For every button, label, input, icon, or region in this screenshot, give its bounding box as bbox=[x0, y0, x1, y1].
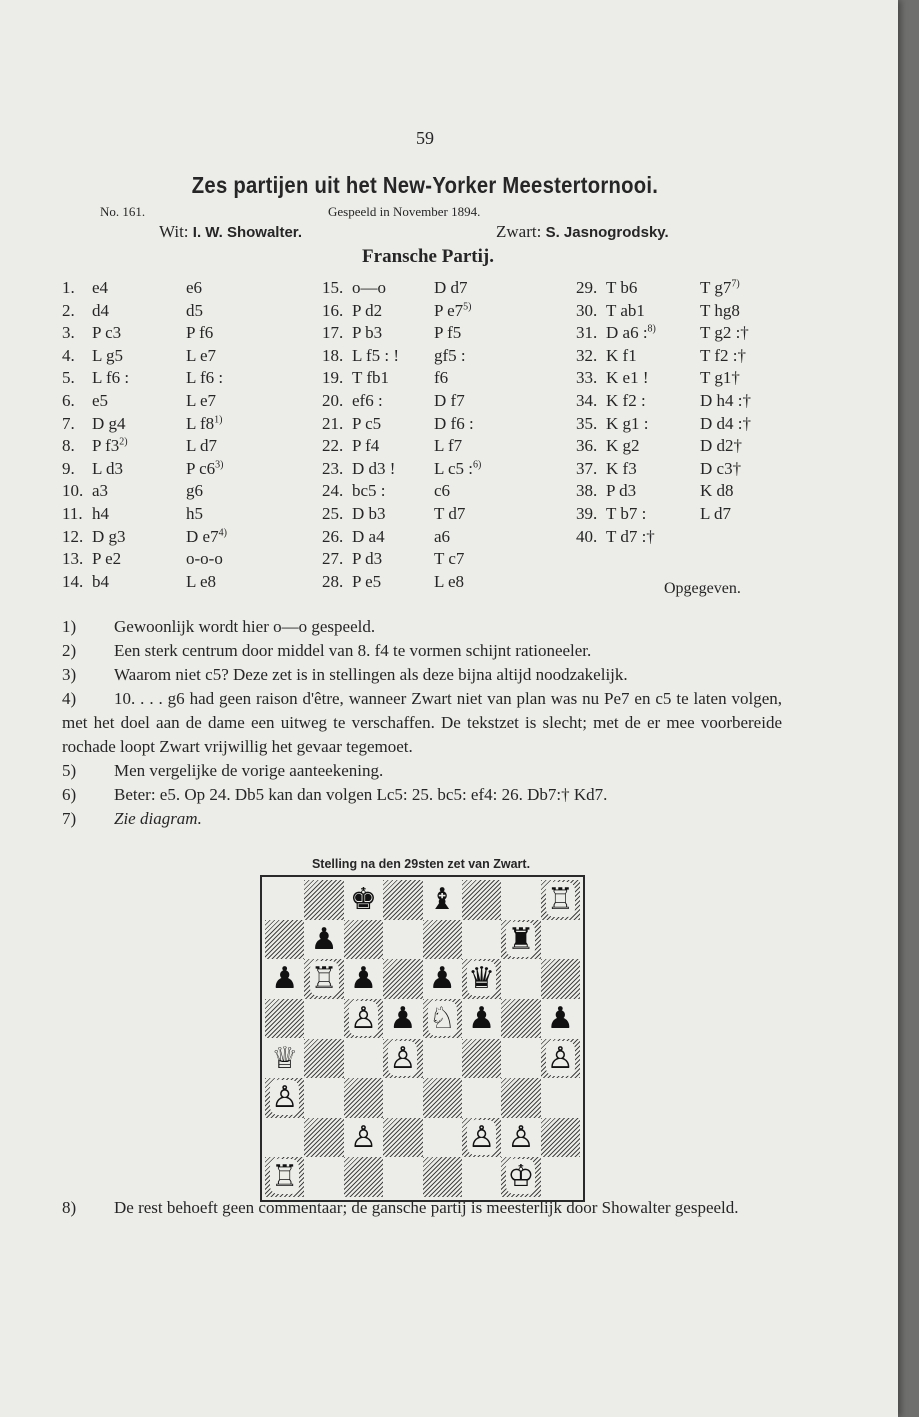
move-number: 14. bbox=[62, 571, 84, 591]
dark-square bbox=[423, 1078, 462, 1118]
black-pawn-icon bbox=[462, 999, 501, 1039]
move-number: 40. bbox=[576, 526, 598, 546]
annotation-note bbox=[62, 807, 782, 831]
black-move: T g7$^{7)}$ bbox=[700, 278, 740, 297]
piece-glyph: ♟ bbox=[389, 1000, 417, 1036]
white-rook-icon bbox=[265, 1157, 304, 1197]
piece-glyph: ♟ bbox=[310, 921, 338, 957]
black-move: D d4 :† bbox=[700, 413, 751, 433]
black-player: S. Jasnogrodsky. bbox=[545, 224, 669, 241]
black-move: e6 bbox=[186, 278, 203, 297]
note-text: Zie diagram. bbox=[114, 809, 202, 828]
note-text: Waarom niet c5? Deze zet is in stellingen als deze bijna altijd noodzakelijk. bbox=[114, 665, 628, 684]
piece-glyph: ♟ bbox=[271, 961, 299, 997]
note-marker: 5) bbox=[62, 761, 77, 780]
annotation-note bbox=[62, 615, 782, 639]
white-move: D g3 bbox=[92, 526, 126, 546]
black-move: T g1† bbox=[700, 368, 740, 388]
chess-diagram bbox=[260, 875, 585, 1202]
black-pawn-icon bbox=[265, 959, 304, 999]
white-pawn-icon bbox=[541, 1039, 580, 1079]
black-move: D h4 :† bbox=[700, 391, 751, 410]
black-move: K d8 bbox=[700, 481, 734, 501]
light-square bbox=[344, 1039, 383, 1079]
black-move: D f7 bbox=[434, 391, 465, 410]
annotation-note bbox=[62, 687, 782, 759]
piece-glyph: ♙ bbox=[349, 1000, 377, 1036]
move-number: 12. bbox=[62, 526, 84, 546]
black-rook-icon bbox=[501, 920, 540, 960]
black-move: D c3† bbox=[700, 458, 742, 478]
black-move: f6 bbox=[434, 368, 449, 388]
black-move: L e8 bbox=[434, 571, 465, 591]
piece-glyph: ♜ bbox=[507, 921, 535, 957]
white-move: K g2 bbox=[606, 436, 640, 456]
light-square bbox=[423, 1118, 462, 1158]
note-reference: 8) bbox=[647, 323, 656, 335]
white-pawn-icon bbox=[344, 1118, 383, 1158]
move-number: 22. bbox=[322, 436, 344, 456]
black-move: c6 bbox=[434, 481, 451, 501]
white-move: P d3 bbox=[606, 481, 637, 501]
white-knight-icon bbox=[423, 999, 462, 1039]
dark-square bbox=[383, 1118, 422, 1158]
light-square bbox=[462, 1157, 501, 1197]
dark-square bbox=[462, 880, 501, 920]
white-label: Wit: bbox=[159, 222, 189, 241]
move-number: 3. bbox=[62, 323, 75, 343]
move-number: 11. bbox=[62, 504, 83, 523]
white-move: a3 bbox=[92, 481, 109, 501]
white-move: T d7 :† bbox=[606, 526, 655, 546]
diagram-caption: Stelling na den 29sten zet van Zwart. bbox=[311, 857, 531, 871]
note-marker: 1) bbox=[62, 617, 77, 636]
piece-glyph: ♟ bbox=[349, 961, 377, 997]
dark-square bbox=[265, 920, 304, 960]
white-pawn-icon bbox=[265, 1078, 304, 1118]
white-move: o—o bbox=[352, 278, 386, 297]
annotation-note bbox=[62, 759, 782, 783]
white-move: L g5 bbox=[92, 345, 124, 365]
dark-square bbox=[423, 1157, 462, 1197]
piece-glyph: ♙ bbox=[468, 1119, 496, 1155]
dark-square bbox=[344, 1157, 383, 1197]
dark-square bbox=[462, 1039, 501, 1079]
annotation-note bbox=[62, 639, 782, 663]
black-move: T d7 bbox=[434, 504, 466, 523]
light-square bbox=[304, 1078, 343, 1118]
note-marker: 6) bbox=[62, 785, 77, 804]
note-reference: 3) bbox=[215, 459, 224, 471]
move-number: 35. bbox=[576, 413, 598, 433]
piece-glyph: ♙ bbox=[349, 1119, 377, 1155]
black-move: T c7 bbox=[434, 549, 465, 569]
white-move: P e2 bbox=[92, 549, 122, 569]
note-text: Een sterk centrum door middel van 8. f4 te vormen schijnt rationeeler. bbox=[114, 641, 592, 660]
black-move: g6 bbox=[186, 481, 203, 501]
black-move: L f7 bbox=[434, 436, 463, 456]
players-line bbox=[159, 222, 669, 242]
black-move: P f5 bbox=[434, 323, 462, 343]
white-move: L f5 : ! bbox=[352, 345, 400, 365]
white-move: L f6 : bbox=[92, 368, 130, 388]
note-text: Beter: e5. Op 24. Db5 kan dan volgen Lc5: 25. bc5: ef4: 26. Db7:† Kd7. bbox=[114, 785, 608, 804]
white-move: d4 bbox=[92, 300, 109, 320]
note-reference: 6) bbox=[473, 459, 482, 471]
note-marker: 3) bbox=[62, 665, 77, 684]
black-move: D d7 bbox=[434, 278, 468, 297]
white-move: T fb1 bbox=[352, 368, 389, 388]
light-square bbox=[304, 1157, 343, 1197]
white-move: T ab1 bbox=[606, 300, 645, 320]
black-move: P e7$^{5)}$ bbox=[434, 300, 472, 320]
white-move: ef6 : bbox=[352, 391, 383, 410]
black-king-icon bbox=[344, 880, 383, 920]
black-move: D e7$^{4)}$ bbox=[186, 526, 227, 546]
move-number: 24. bbox=[322, 481, 344, 501]
light-square bbox=[265, 880, 304, 920]
white-move: D a4 bbox=[352, 526, 385, 546]
white-move: P d3 bbox=[352, 549, 383, 569]
piece-glyph: ♖ bbox=[271, 1159, 299, 1195]
white-pawn-icon bbox=[344, 999, 383, 1039]
move-number: 2. bbox=[62, 300, 75, 320]
move-number: 23. bbox=[322, 458, 344, 478]
black-move: T f2 :† bbox=[700, 345, 746, 365]
move-number: 33. bbox=[576, 368, 598, 388]
note-marker: 4) bbox=[62, 689, 77, 708]
move-number: 4. bbox=[62, 345, 75, 365]
piece-glyph: ♙ bbox=[507, 1119, 535, 1155]
piece-glyph: ♟ bbox=[468, 1000, 496, 1036]
white-move: D a6 :$^{8)}$ bbox=[606, 323, 656, 343]
annotation-note bbox=[62, 663, 782, 687]
note-reference: 7) bbox=[731, 278, 740, 290]
white-move: L d3 bbox=[92, 458, 124, 478]
white-move: e4 bbox=[92, 278, 109, 297]
note-marker: 7) bbox=[62, 809, 77, 828]
white-move: P c3 bbox=[92, 323, 122, 343]
dark-square bbox=[541, 959, 580, 999]
move-number: 21. bbox=[322, 413, 344, 433]
piece-glyph: ♖ bbox=[310, 961, 338, 997]
white-move: T b7 : bbox=[606, 504, 647, 523]
note-text: 10. . . . g6 had geen raison d'être, wanneer Zwart niet van plan was nu Pe7 en c5 te laten volgen, met het doel aan de dame een uitweg te verschaffen. De tekstzet is slecht; met de er mee voorbereide rochade loopt Zwart vrijwillig het gevaar tegemoet. bbox=[62, 689, 782, 756]
dark-square bbox=[383, 880, 422, 920]
light-square bbox=[383, 1157, 422, 1197]
light-square bbox=[383, 920, 422, 960]
note-reference: 1) bbox=[214, 413, 223, 425]
light-square bbox=[265, 1118, 304, 1158]
move-number: 20. bbox=[322, 391, 344, 410]
move-number: 8. bbox=[62, 436, 75, 456]
piece-glyph: ♝ bbox=[428, 882, 456, 917]
move-number: 6. bbox=[62, 391, 75, 410]
dark-square bbox=[423, 920, 462, 960]
move-number: 39. bbox=[576, 504, 598, 523]
move-number: 27. bbox=[322, 549, 344, 569]
page-title: Zes partijen uit het New-Yorker Meestertornooi. bbox=[191, 172, 659, 198]
move-number: 17. bbox=[322, 323, 344, 343]
move-number: 13. bbox=[62, 549, 84, 569]
black-move: L d7 bbox=[186, 436, 218, 456]
white-move: K f2 : bbox=[606, 391, 646, 410]
black-move: L d7 bbox=[700, 504, 732, 523]
white-move: h4 bbox=[92, 504, 109, 523]
white-move: e5 bbox=[92, 391, 109, 410]
white-move: D g4 bbox=[92, 413, 126, 433]
white-pawn-icon bbox=[501, 1118, 540, 1158]
note-reference: 2) bbox=[119, 436, 128, 448]
white-move: K f3 bbox=[606, 458, 637, 478]
move-number: 29. bbox=[576, 278, 598, 297]
dark-square bbox=[383, 959, 422, 999]
black-pawn-icon bbox=[304, 920, 343, 960]
light-square bbox=[462, 920, 501, 960]
move-number: 31. bbox=[576, 323, 598, 343]
annotation-note bbox=[62, 783, 782, 807]
black-move: L f6 : bbox=[186, 368, 224, 388]
light-square bbox=[541, 1157, 580, 1197]
move-number: 37. bbox=[576, 458, 598, 478]
game-number: No. 161. bbox=[100, 204, 146, 219]
piece-glyph: ♟ bbox=[546, 1000, 574, 1036]
page-number: 59 bbox=[416, 128, 434, 148]
black-label: Zwart: bbox=[496, 222, 542, 241]
black-move: gf5 : bbox=[434, 345, 466, 365]
black-move: L c5 :$^{6)}$ bbox=[434, 458, 482, 478]
light-square bbox=[383, 1078, 422, 1118]
note-reference: 5) bbox=[463, 300, 472, 312]
piece-glyph: ♙ bbox=[546, 1040, 574, 1076]
black-bishop-icon bbox=[423, 880, 462, 920]
move-number: 7. bbox=[62, 413, 75, 433]
move-number: 30. bbox=[576, 300, 598, 320]
black-move: o-o-o bbox=[186, 549, 223, 569]
piece-glyph: ♟ bbox=[428, 961, 456, 997]
black-move: L e7 bbox=[186, 391, 217, 410]
light-square bbox=[304, 999, 343, 1039]
white-queen-icon bbox=[265, 1039, 304, 1079]
move-number: 19. bbox=[322, 368, 344, 388]
dark-square bbox=[344, 920, 383, 960]
white-move: P b3 bbox=[352, 323, 383, 343]
move-number: 10. bbox=[62, 481, 84, 501]
move-number: 16. bbox=[322, 300, 344, 320]
white-move: bc5 : bbox=[352, 481, 386, 501]
move-number: 34. bbox=[576, 391, 598, 410]
white-move: P f4 bbox=[352, 436, 380, 456]
piece-glyph: ♛ bbox=[468, 961, 496, 997]
light-square bbox=[501, 880, 540, 920]
footnote-marker: 8) bbox=[62, 1198, 77, 1217]
white-king-icon bbox=[501, 1157, 540, 1197]
white-move: P c5 bbox=[352, 413, 382, 433]
move-number: 32. bbox=[576, 345, 598, 365]
black-move: D f6 : bbox=[434, 413, 474, 433]
black-move: a6 bbox=[434, 526, 451, 546]
white-pawn-icon bbox=[383, 1039, 422, 1079]
piece-glyph: ♖ bbox=[546, 882, 574, 917]
white-move: D b3 bbox=[352, 504, 386, 523]
black-move: T hg8 bbox=[700, 300, 740, 320]
black-move: D d2† bbox=[700, 436, 743, 456]
note-text: Gewoonlijk wordt hier o—o gespeeld. bbox=[114, 617, 376, 636]
move-number: 1. bbox=[62, 278, 75, 297]
black-move: T g2 :† bbox=[700, 323, 749, 343]
white-move: P d2 bbox=[352, 300, 383, 320]
black-pawn-icon bbox=[541, 999, 580, 1039]
move-number: 36. bbox=[576, 436, 598, 456]
white-move: K g1 : bbox=[606, 413, 649, 433]
piece-glyph: ♙ bbox=[389, 1040, 417, 1076]
light-square bbox=[501, 959, 540, 999]
chess-board bbox=[265, 880, 580, 1197]
white-rook-icon bbox=[541, 880, 580, 920]
white-move: T b6 bbox=[606, 278, 638, 297]
dark-square bbox=[541, 1118, 580, 1158]
black-pawn-icon bbox=[383, 999, 422, 1039]
piece-glyph: ♕ bbox=[271, 1040, 299, 1076]
light-square bbox=[541, 1078, 580, 1118]
white-move: K e1 ! bbox=[606, 368, 649, 388]
dark-square bbox=[304, 1118, 343, 1158]
white-move: P e5 bbox=[352, 571, 382, 591]
light-square bbox=[423, 1039, 462, 1079]
black-move: L f8$^{1)}$ bbox=[186, 413, 223, 433]
dark-square bbox=[344, 1078, 383, 1118]
white-move: b4 bbox=[92, 571, 109, 591]
black-pawn-icon bbox=[344, 959, 383, 999]
black-move: P f6 bbox=[186, 323, 214, 343]
light-square bbox=[501, 1039, 540, 1079]
footnote-8 bbox=[62, 1196, 782, 1220]
piece-glyph: ♘ bbox=[428, 1000, 456, 1036]
move-number: 38. bbox=[576, 481, 598, 501]
dark-square bbox=[501, 1078, 540, 1118]
dark-square bbox=[501, 999, 540, 1039]
white-move: P f3$^{2)}$ bbox=[92, 436, 128, 456]
move-number: 9. bbox=[62, 458, 75, 478]
white-move: K f1 bbox=[606, 345, 637, 365]
opening-name: Fransche Partij. bbox=[362, 246, 494, 267]
black-pawn-icon bbox=[423, 959, 462, 999]
footnote-text: De rest behoeft geen commentaar; de gansche partij is meesterlijk door Showalter gespeeld. bbox=[114, 1198, 739, 1217]
note-reference: 4) bbox=[218, 526, 227, 538]
black-move: P c6$^{3)}$ bbox=[186, 458, 224, 478]
annotations bbox=[62, 615, 782, 831]
piece-glyph: ♚ bbox=[349, 882, 377, 917]
dark-square bbox=[304, 1039, 343, 1079]
black-move: d5 bbox=[186, 300, 203, 320]
piece-glyph: ♔ bbox=[507, 1159, 535, 1195]
move-number: 15. bbox=[322, 278, 344, 297]
move-number: 5. bbox=[62, 368, 75, 388]
white-pawn-icon bbox=[462, 1118, 501, 1158]
move-number: 18. bbox=[322, 345, 344, 365]
white-player: I. W. Showalter. bbox=[192, 224, 302, 241]
move-number: 28. bbox=[322, 571, 344, 591]
note-marker: 2) bbox=[62, 641, 77, 660]
piece-glyph: ♙ bbox=[271, 1080, 299, 1116]
light-square bbox=[541, 920, 580, 960]
light-square bbox=[462, 1078, 501, 1118]
dark-square bbox=[304, 880, 343, 920]
black-move: L e8 bbox=[186, 571, 217, 591]
white-move: D d3 ! bbox=[352, 458, 396, 478]
resigned-label: Opgegeven. bbox=[664, 580, 741, 597]
black-move: L e7 bbox=[186, 345, 217, 365]
played-date: Gespeeld in November 1894. bbox=[328, 204, 481, 219]
move-number: 26. bbox=[322, 526, 344, 546]
move-number: 25. bbox=[322, 504, 344, 523]
black-move: h5 bbox=[186, 504, 203, 523]
black-queen-icon bbox=[462, 959, 501, 999]
note-text: Men vergelijke de vorige aanteekening. bbox=[114, 761, 384, 780]
white-rook-icon bbox=[304, 959, 343, 999]
dark-square bbox=[265, 999, 304, 1039]
